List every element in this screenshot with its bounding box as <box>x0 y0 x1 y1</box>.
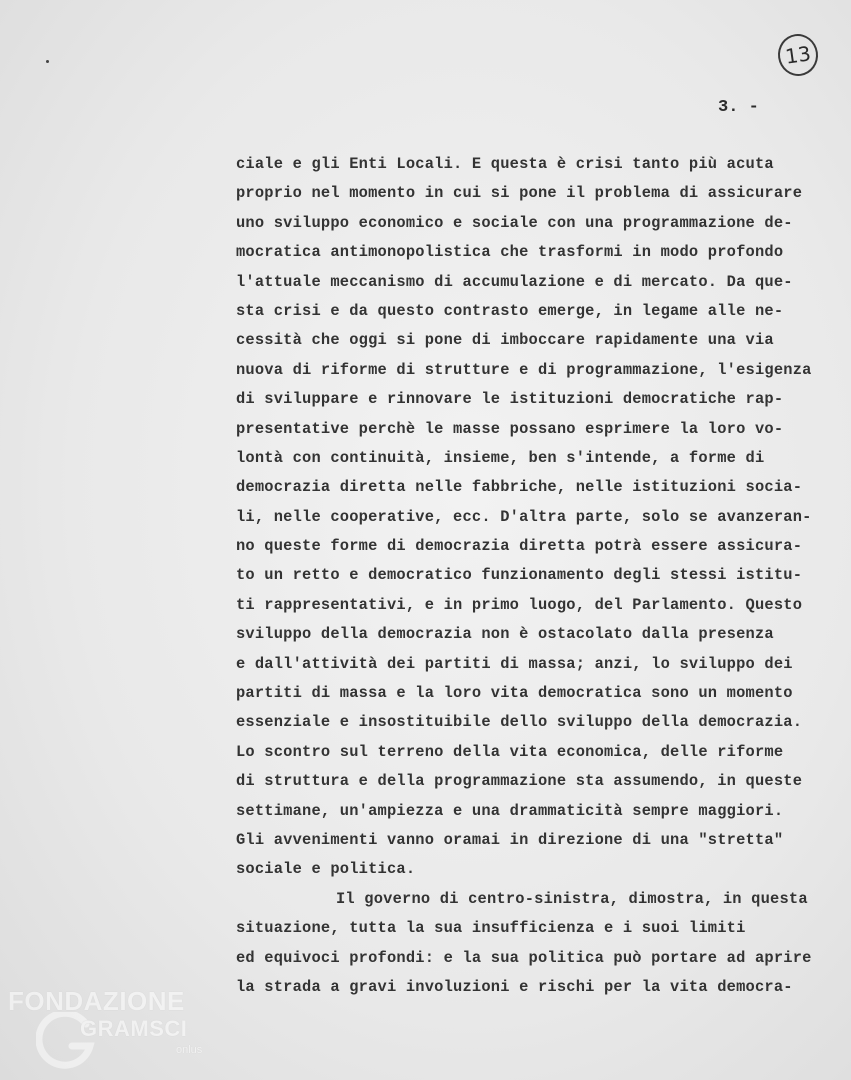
text-line: ed equivoci profondi: e la sua politica può portare ad aprire <box>236 948 812 967</box>
text-line: settimane, un'ampiezza e una drammaticità sempre maggiori. <box>236 801 784 820</box>
text-line: ti rappresentativi, e in primo luogo, del Parlamento. Questo <box>236 595 803 614</box>
text-line: presentative perchè le masse possano esprimere la loro vo- <box>236 419 784 438</box>
text-line: li, nelle cooperative, ecc. D'altra parte, solo se avanzeran- <box>236 507 812 526</box>
typed-body-text <box>236 150 836 1002</box>
text-line: e dall'attività dei partiti di massa; anzi, lo sviluppo dei <box>236 654 793 673</box>
text-line: uno sviluppo economico e sociale con una programmazione de- <box>236 213 793 232</box>
watermark-gramsci: GRAMSCI <box>80 1016 188 1041</box>
paper-speck <box>46 60 49 63</box>
text-line: partiti di massa e la loro vita democratica sono un momento <box>236 684 793 703</box>
text-line: proprio nel momento in cui si pone il problema di assicurare <box>236 184 803 203</box>
text-line: Lo scontro sul terreno della vita economica, delle riforme <box>236 742 784 761</box>
text-line: nuova di riforme di strutture e di programmazione, l'esigenza <box>236 360 812 379</box>
text-line: Gli avvenimenti vanno oramai in direzione di una "stretta" <box>236 830 784 849</box>
text-line: to un retto e democratico funzionamento degli stessi istitu- <box>236 566 803 585</box>
handwritten-page-number: 13 <box>775 31 820 78</box>
text-line: cessità che oggi si pone di imboccare rapidamente una via <box>236 331 774 350</box>
text-line: situazione, tutta la sua insufficienza e i suoi limiti <box>236 919 746 938</box>
watermark-fondazione: FONDAZIONE <box>8 986 185 1016</box>
text-line: lontà con continuità, insieme, ben s'intende, a forme di <box>236 448 765 467</box>
text-line: democrazia diretta nelle fabbriche, nelle istituzioni socia- <box>236 478 803 497</box>
fondazione-gramsci-watermark <box>8 986 218 1076</box>
text-line: l'attuale meccanismo di accumulazione e di mercato. Da que- <box>236 272 793 291</box>
text-line: di struttura e della programmazione sta assumendo, in queste <box>236 772 803 791</box>
text-line: la strada a gravi involuzioni e rischi per la vita democra- <box>236 977 793 996</box>
watermark-onlus: onlus <box>176 1044 203 1056</box>
text-line: sta crisi e da questo contrasto emerge, in legame alle ne- <box>236 301 784 320</box>
typed-page-number: 3. - <box>718 98 759 117</box>
text-line: di sviluppare e rinnovare le istituzioni democratiche rap- <box>236 390 784 409</box>
text-line: sociale e politica. <box>236 860 416 879</box>
text-line: essenziale e insostituibile dello sviluppo della democrazia. <box>236 713 803 732</box>
paragraph-start-line: Il governo di centro-sinistra, dimostra, in questa <box>336 889 808 908</box>
text-line: mocratica antimonopolistica che trasformi in modo profondo <box>236 243 784 262</box>
text-line: ciale e gli Enti Locali. E questa è crisi tanto più acuta <box>236 155 774 173</box>
text-line: no queste forme di democrazia diretta potrà essere assicura- <box>236 537 803 556</box>
text-line: sviluppo della democrazia non è ostacolato dalla presenza <box>236 625 774 644</box>
